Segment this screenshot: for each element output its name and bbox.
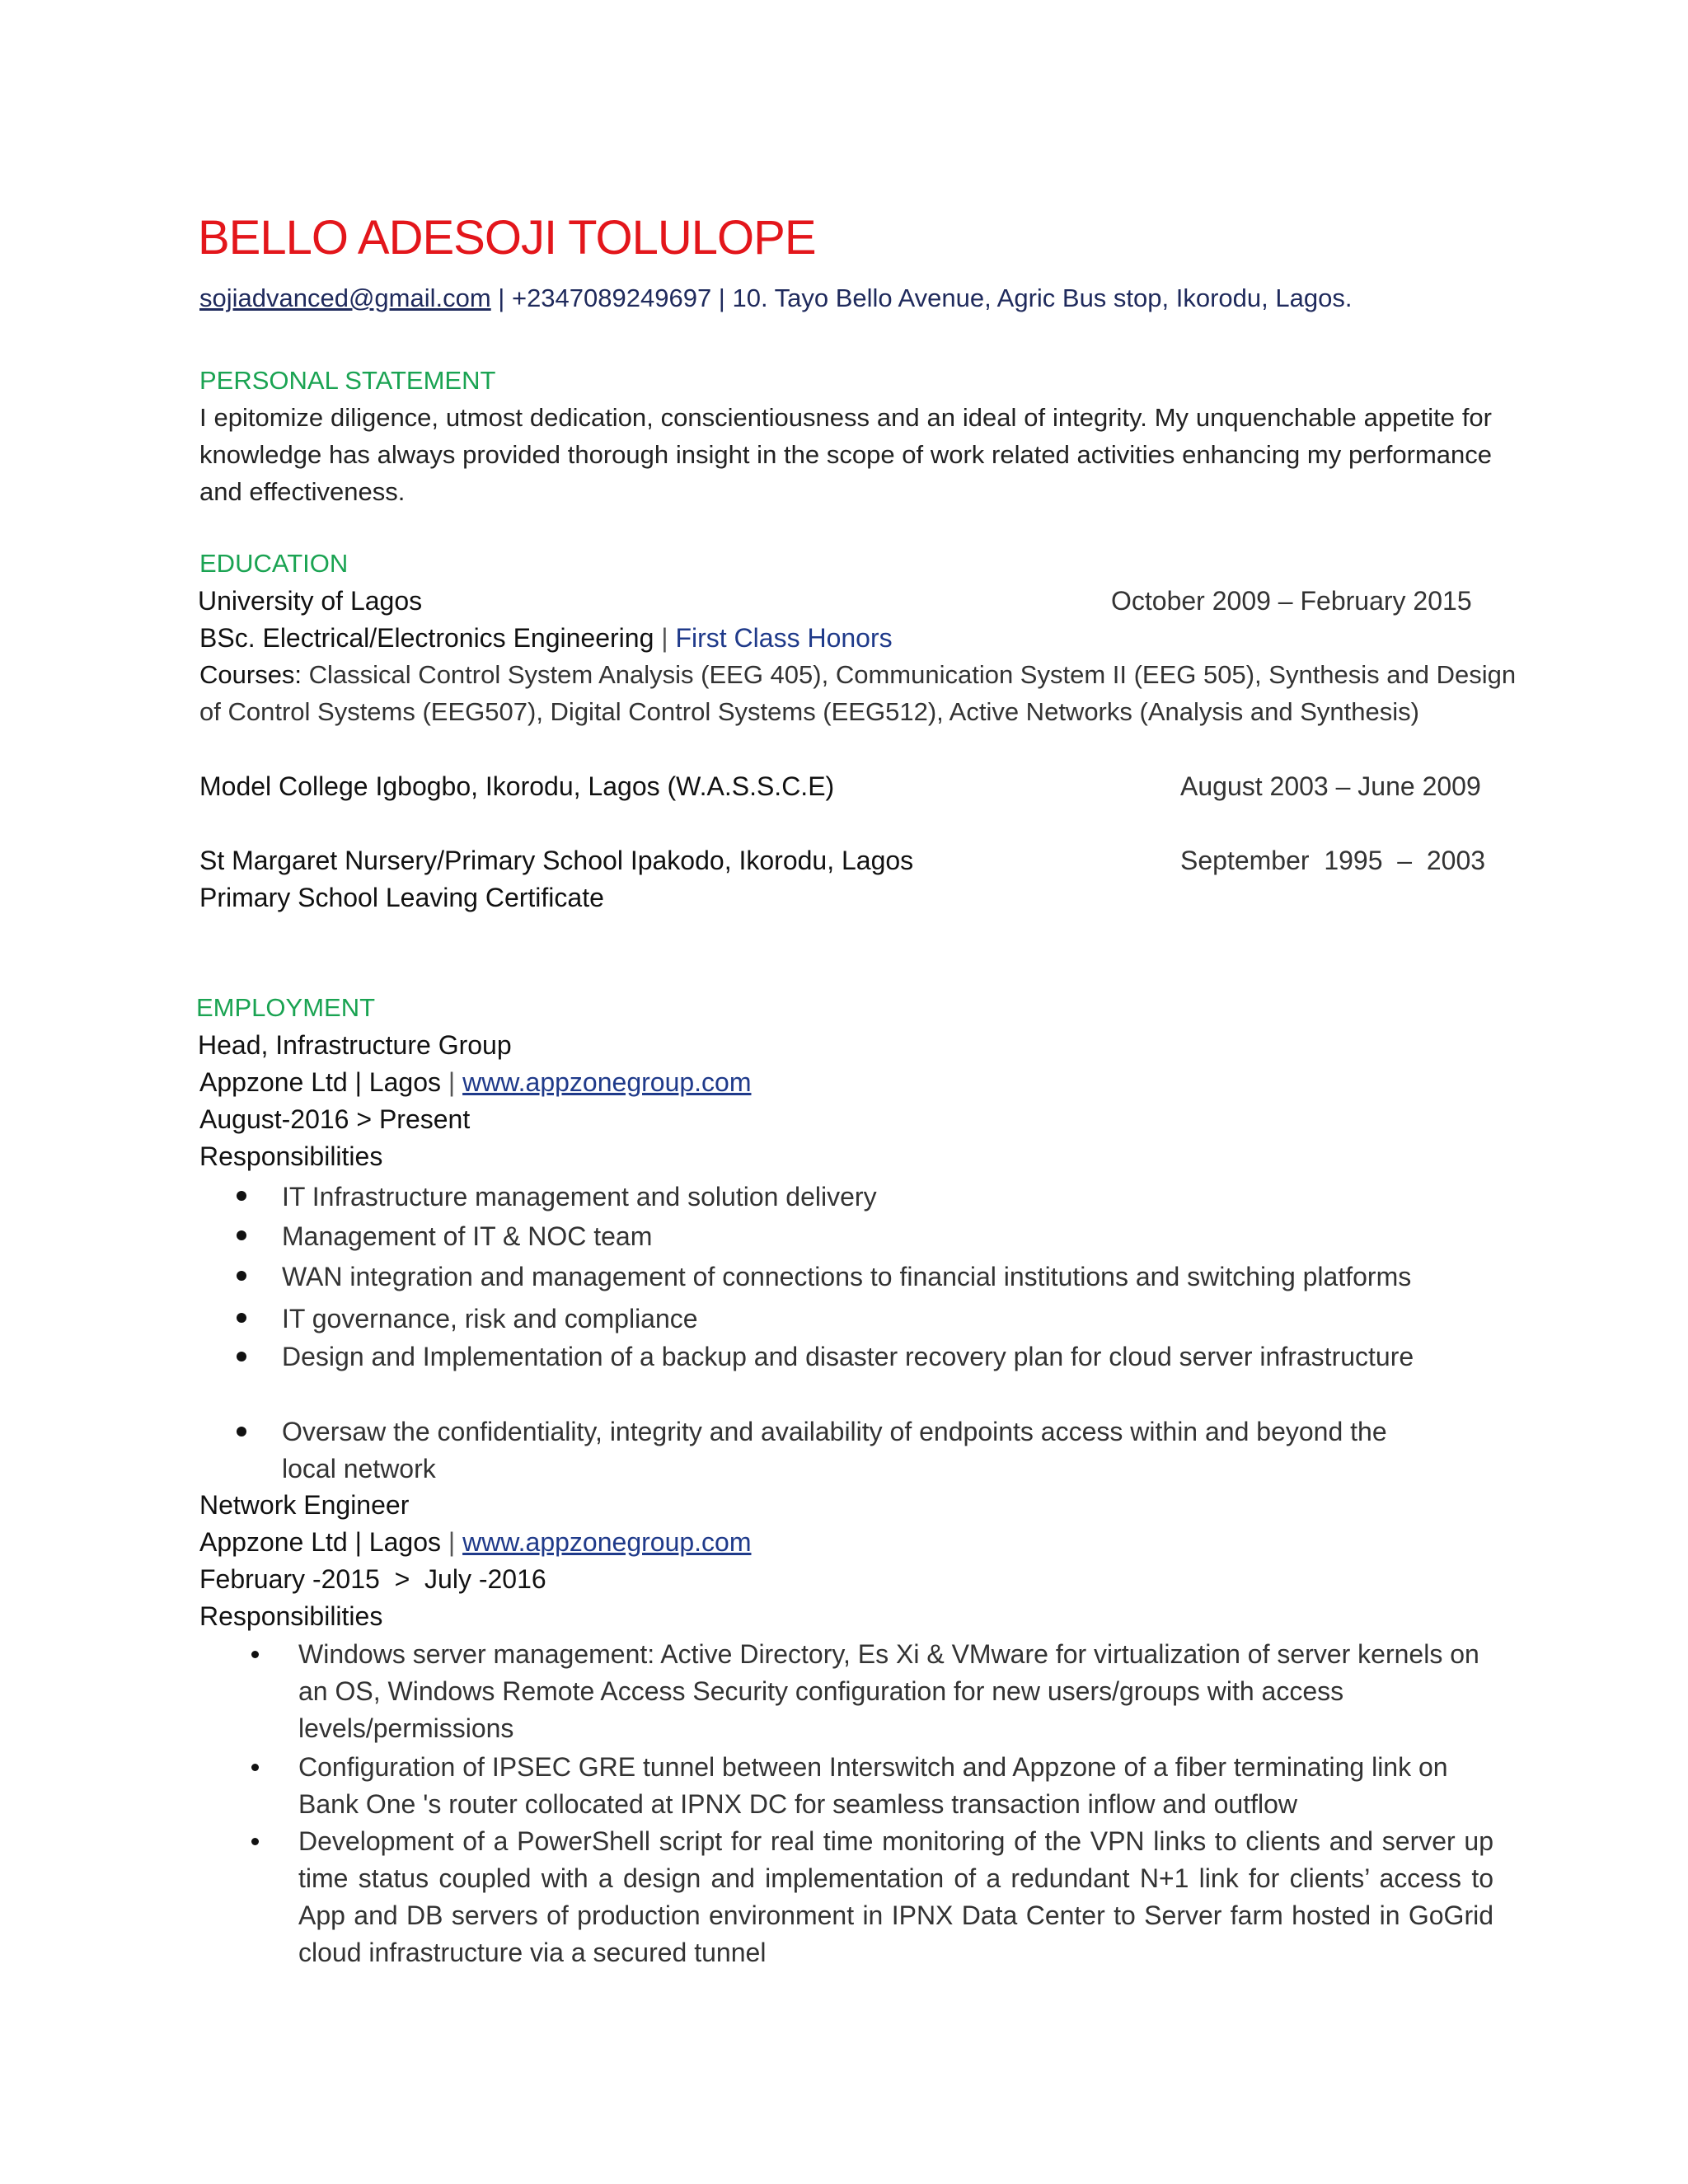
job2-period: February -2015 > July -2016 — [199, 1564, 546, 1594]
list-item: Management of IT & NOC team — [282, 1221, 653, 1251]
bullet-icon — [251, 1764, 259, 1771]
job2-responsibilities-label: Responsibilities — [199, 1601, 383, 1631]
list-item: Development of a PowerShell script for real time monitoring of the VPN links to clients and server up time status coupled with a design and implementation of a redundant N+1 link for clients’ access to App and DB servers of production environment in IPNX Data Center to Server farm hosted in GoGrid cloud infrastructure via a secured tunnel — [298, 1826, 1493, 1967]
job1-period: August-2016 > Present — [199, 1104, 471, 1134]
courses-line-1 — [199, 660, 1516, 690]
primary-certificate: Primary School Leaving Certificate — [199, 883, 604, 912]
list-item: Windows server management: Active Directory, Es Xi & VMware for virtualization of server kernels on an OS, Windows Remote Access Security configuration for new users/groups with access levels/permissions — [298, 1639, 1479, 1743]
bullet-icon — [237, 1313, 246, 1323]
job2-separator: | — [440, 1527, 463, 1557]
education-heading: EDUCATION — [199, 549, 349, 578]
university-name: University of Lagos — [198, 586, 423, 616]
personal-statement-heading: PERSONAL STATEMENT — [199, 366, 496, 395]
list-item: IT Infrastructure management and solution delivery — [282, 1182, 877, 1212]
contact-line — [199, 284, 1352, 313]
bullet-icon — [251, 1838, 259, 1845]
job1-title: Head, Infrastructure Group — [198, 1030, 512, 1060]
bullet-icon — [237, 1191, 246, 1201]
honors: First Class Honors — [675, 623, 893, 653]
job1-separator: | — [440, 1067, 463, 1097]
courses-line-2: of Control Systems (EEG507), Digital Control Systems (EEG512), Active Networks (Analysis and Synthesis) — [199, 697, 1419, 726]
degree-line — [199, 623, 893, 654]
job2-title: Network Engineer — [199, 1490, 410, 1520]
job1-responsibilities-label: Responsibilities — [199, 1141, 383, 1171]
job2-company: Appzone Ltd | Lagos — [199, 1527, 441, 1557]
primary-school-dates: September 1995 – 2003 — [1180, 846, 1486, 875]
list-item: WAN integration and management of connections to financial institutions and switching platforms — [282, 1262, 1412, 1291]
university-dates: October 2009 – February 2015 — [1111, 586, 1472, 616]
primary-school-name: St Margaret Nursery/Primary School Ipakodo, Ikorodu, Lagos — [199, 846, 914, 875]
email-link[interactable]: sojiadvanced@gmail.com — [199, 284, 491, 312]
courses-label: Courses: — [199, 660, 302, 689]
employment-heading: EMPLOYMENT — [196, 993, 376, 1022]
job2-website-link[interactable]: www.appzonegroup.com — [462, 1527, 752, 1557]
candidate-name: BELLO ADESOJI TOLULOPE — [198, 211, 816, 265]
bullet-icon — [237, 1427, 246, 1436]
list-item: Configuration of IPSEC GRE tunnel between Interswitch and Appzone of a fiber terminating link on Bank One 's router collocated at IPNX DC for seamless transaction inflow and outflow — [298, 1752, 1448, 1819]
degree-separator: | — [654, 623, 676, 653]
job1-website-link[interactable]: www.appzonegroup.com — [462, 1067, 752, 1097]
list-item: Design and Implementation of a backup and disaster recovery plan for cloud server infrastructure — [282, 1342, 1414, 1371]
list-item: Oversaw the confidentiality, integrity and availability of endpoints access within and beyond the local network — [282, 1417, 1387, 1483]
job1-company: Appzone Ltd | Lagos — [199, 1067, 441, 1097]
personal-statement-text: I epitomize diligence, utmost dedication, conscientiousness and an ideal of integrity. My unquenchable appetite for knowledge has always provided thorough insight in the scope of work related activities enhancing my performance and effectiveness. — [199, 403, 1492, 506]
contact-details: | +2347089249697 | 10. Tayo Bello Avenue, Agric Bus stop, Ikorodu, Lagos. — [490, 284, 1353, 312]
bullet-icon — [237, 1271, 246, 1281]
courses-list-1: Classical Control System Analysis (EEG 405), Communication System II (EEG 505), Synthesis and Design — [302, 660, 1517, 689]
degree-name: BSc. Electrical/Electronics Engineering — [199, 623, 654, 653]
bullet-icon — [237, 1352, 246, 1361]
list-item: IT governance, risk and compliance — [282, 1304, 698, 1333]
college-dates: August 2003 – June 2009 — [1180, 771, 1481, 801]
job2-company-line — [199, 1527, 752, 1558]
job1-company-line — [199, 1067, 752, 1098]
bullet-icon — [251, 1651, 259, 1658]
bullet-icon — [237, 1230, 246, 1240]
college-name: Model College Igbogbo, Ikorodu, Lagos (W.A.S.S.C.E) — [199, 771, 835, 801]
